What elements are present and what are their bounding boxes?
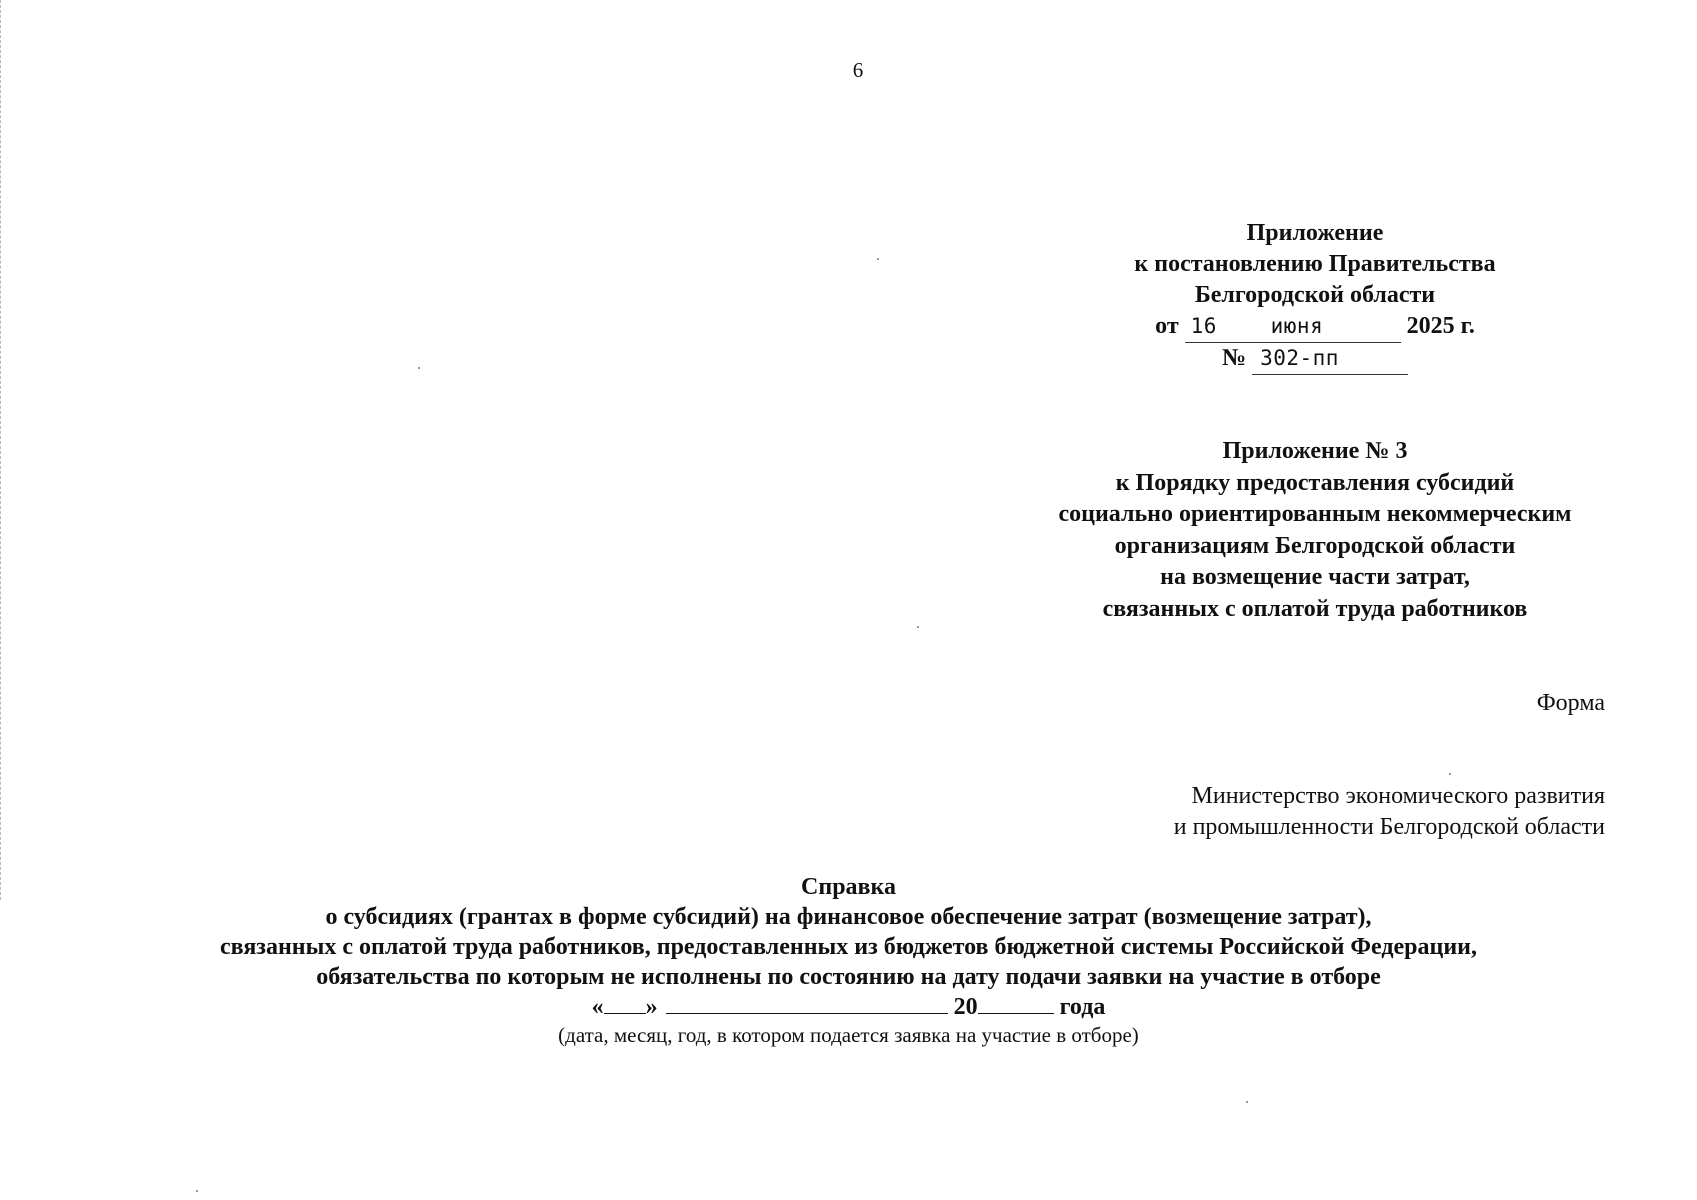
date-year: 2025 г. [1406,313,1475,339]
number-prefix: № [1221,345,1247,371]
appendix3-line: к Порядку предоставления субсидий [1115,469,1515,496]
appendix-title: Приложение [1246,220,1384,246]
date-caption: (дата, месяц, год, в котором подается заявка на участие в отборе) [558,1023,1139,1047]
certificate-subtitle-line: о субсидиях (грантах в форме субсидий) на финансовое обеспечение затрат (возмещение затрат), [325,904,1372,930]
date-prefix: от [1155,313,1179,339]
appendix3-header [1010,436,1620,625]
number-value: 302-пп [1252,343,1408,375]
scan-speck [418,367,420,369]
appendix3-line: организациям Белгородской области [1114,532,1516,559]
appendix-date-line [1020,311,1610,343]
certificate-title: Справка [801,874,896,900]
appendix-number-line [1020,343,1610,375]
date-month-value: июня [1261,311,1401,343]
year-prefix: 20 [953,994,978,1020]
certificate-subtitle-line: связанных с оплатой труда работников, предоставленных из бюджетов бюджетной системы Российской Федерации, [220,934,1477,960]
appendix3-line: социально ориентированным некоммерческим [1058,501,1572,527]
scan-speck [1449,773,1451,775]
month-blank [666,993,948,1014]
certificate-subtitle-line: обязательства по которым не исполнены по состоянию на дату подачи заявки на участие в отборе [316,964,1381,990]
day-blank [604,993,646,1014]
appendix3-line: Приложение № 3 [1222,438,1408,464]
scan-speck [917,626,919,628]
certificate-date-line [60,992,1637,1022]
year-blank [978,993,1054,1014]
scan-speck [196,1190,198,1192]
scan-edge [0,0,9,900]
date-close-quote: » [645,994,658,1020]
appendix-line-1: к постановлению Правительства [1134,251,1496,277]
ministry-line: Министерство экономического развития [1191,783,1605,809]
date-open-quote: « [591,994,604,1020]
date-day-value: 16 [1185,311,1261,343]
appendix-header [1020,218,1610,375]
scan-speck [877,258,879,260]
form-label: Форма [1536,690,1605,716]
date-suffix: года [1059,994,1106,1020]
certificate-heading [60,872,1637,1048]
scan-speck [1246,1101,1248,1103]
ministry-addressee [1174,781,1605,843]
page-number: 6 [852,58,864,82]
appendix-line-2: Белгородской области [1194,282,1436,308]
appendix3-line: на возмещение части затрат, [1160,564,1470,590]
appendix3-line: связанных с оплатой труда работников [1102,595,1528,622]
ministry-line: и промышленности Белгородской области [1173,814,1605,840]
